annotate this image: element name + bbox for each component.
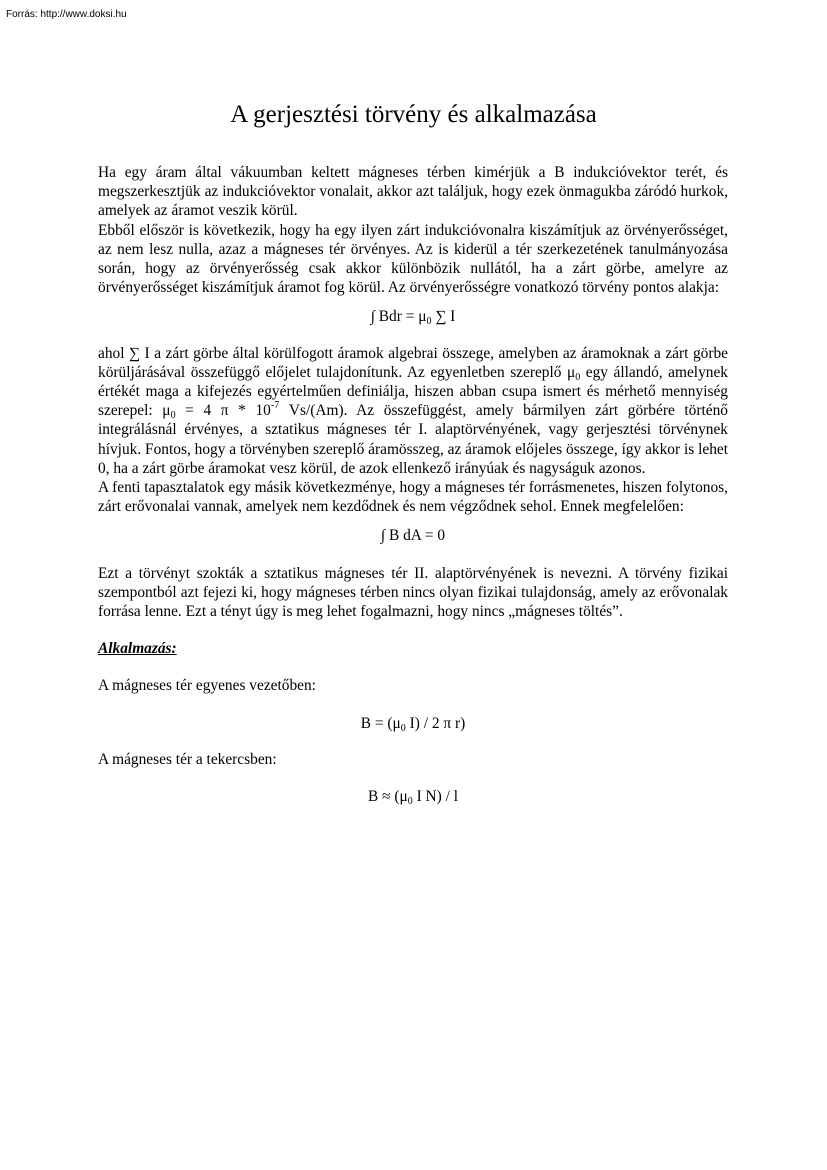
text-run: Vs/(Am). Az összefüggést, amely bármilyen zárt görbére történő integrálásnál érvényes, a sztatikus mágneses tér I. alaptörvényének, vagy gerjesztési törvénynek hívjuk. Fontos, hogy a törvényben szereplő áramösszeg, az áramok előjeles összege, így akkor is lehet 0, ha a zárt görbe áramokat vesz körül, de azok ellenkező irányúak és nagyságuk azonos. xyxy=(98,402,728,477)
formula-gauss-magnetism: ∫ B dA = 0 xyxy=(380,527,446,545)
formula-text: B ≈ (μ xyxy=(367,788,408,806)
label-coil: A mágneses tér a tekercsben: xyxy=(98,750,277,768)
paragraph-second-law: Ezt a törvényt szokták a sztatikus mágneses tér II. alaptörvényének is nevezni. A törvény fizikai szempontból azt fejezi ki, hogy mágneses térben nincs olyan fizikai tulajdonság, amely az erővonalak forrása lenne. Ezt a tényt úgy is meg lehet fogalmazni, hogy nincs „mágneses töltés”. xyxy=(98,564,728,621)
formula-subscript: 0 xyxy=(407,796,413,808)
formula-text: I) / 2 π r) xyxy=(405,714,466,732)
formula-subscript: 0 xyxy=(400,722,406,734)
source-url: Forrás: http://www.doksi.hu xyxy=(6,9,127,20)
text-run: = 4 π * 10 xyxy=(175,402,271,420)
formula-subscript: 0 xyxy=(426,316,432,328)
formula-text: ∫ Bdr = μ xyxy=(370,308,427,326)
label-straight-conductor: A mágneses tér egyenes vezetőben: xyxy=(98,677,316,695)
text-run: ahol ∑ I a zárt görbe által körülfogott áramok algebrai összege, amelyben az áramoknak a zárt görbe körüljárásával összefüggő előjelet tulajdonítunk. Az egyenletben szereplő μ xyxy=(98,344,728,381)
subscript: 0 xyxy=(170,410,176,422)
section-heading: Alkalmazás: xyxy=(98,640,177,658)
formula-text: I N) / l xyxy=(412,788,459,806)
formula-text: ∑ I xyxy=(431,308,456,326)
superscript: -7 xyxy=(270,400,280,412)
paragraph-intro: Ha egy áram által vákuumban keltett mágneses térben kimérjük a B indukcióvektor terét, és megszerkesztjük az indukcióvektor vonalait, akkor azt találjuk, hogy ezek önmagukba záródó hurkok, amelyek az áramot veszik körül. xyxy=(98,164,728,220)
page-title: A gerjesztési törvény és alkalmazása xyxy=(230,101,597,128)
text-run: egy állandó, amelynek értékét maga a kifejezés egyértelműen definiálja, hiszen abban csupa ismert és mérhető mennyiség szerepel: μ xyxy=(98,363,729,420)
paragraph-source-free: A fenti tapasztalatok egy másik következménye, hogy a mágneses tér forrásmenetes, hiszen folytonos, zárt erővonalai vannak, amelyek nem kezdődnek és nem végződnek sehol. Ennek megfelelően: xyxy=(98,479,728,516)
document-body xyxy=(98,163,728,806)
formula-coil xyxy=(98,787,728,806)
formula-straight-conductor xyxy=(98,714,728,733)
subscript: 0 xyxy=(575,371,581,383)
paragraph-vorticity: Ebből először is következik, hogy ha egy ilyen zárt indukcióvonalra kiszámítjuk az örvényerősséget, az nem lesz nulla, azaz a mágneses tér örvényes. Az is kiderül a tér szerkezetének tanulmányozása során, hogy az örvényerősség csak akkor különbözik nullától, ha a zárt görbe, amelyre az örvényerősséget kiszámítjuk áramot fog körül. Az örvényerősségre vonatkozó törvény pontos alakja: xyxy=(98,221,728,297)
paragraph-explanation xyxy=(98,344,728,478)
formula-ampere-law xyxy=(98,307,728,326)
formula-text: B = (μ xyxy=(360,714,401,732)
